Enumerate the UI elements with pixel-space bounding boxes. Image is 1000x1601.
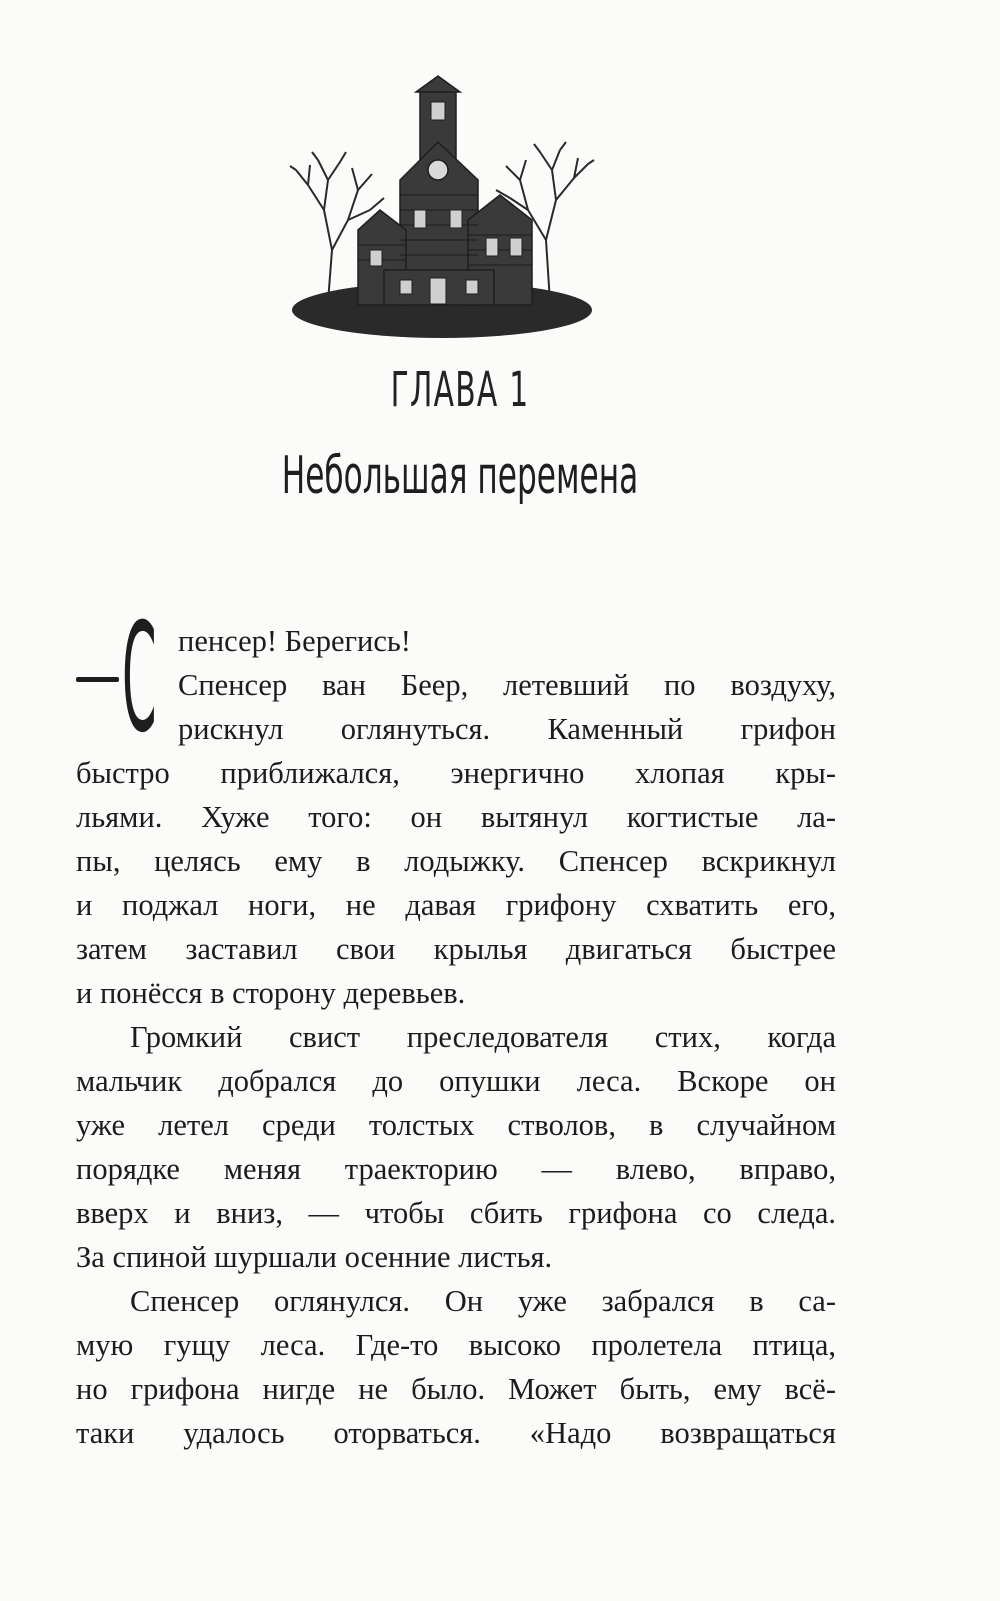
text-line: Спенсер ван Беер, летевший по воздуху, <box>178 668 836 702</box>
text-line: рискнул оглянуться. Каменный грифон <box>178 712 836 746</box>
text-line: но грифона нигде не было. Может быть, ему всё- <box>76 1372 836 1406</box>
text-line: мую гущу леса. Где-то высоко пролетела птица, <box>76 1328 836 1362</box>
text-line: За спиной шуршали осенние листья. <box>76 1240 553 1274</box>
clock-window-icon <box>428 160 448 180</box>
text-line: затем заставил свои крылья двигаться быстрее <box>76 932 836 966</box>
text-line: быстро приближался, энергично хлопая кры- <box>76 756 836 790</box>
text-line: пенсер! Берегись! <box>178 624 411 658</box>
text-line: пы, целясь ему в лодыжку. Спенсер вскрикнул <box>76 844 836 878</box>
text-line: льями. Хуже того: он вытянул когтистые ла- <box>76 800 836 834</box>
text-line: Громкий свист преследователя стих, когда <box>130 1020 836 1054</box>
text-line: вверх и вниз, — чтобы сбить грифона со следа. <box>76 1196 836 1230</box>
drop-cap-letter: С <box>122 592 157 766</box>
dialogue-dash <box>76 677 119 682</box>
chapter-number: ГЛАВА 1 <box>390 362 530 418</box>
text-line: таки удалось оторваться. «Надо возвращаться <box>76 1416 836 1450</box>
text-line: уже летел среди толстых стволов, в случайном <box>76 1108 836 1142</box>
text-line: Спенсер оглянулся. Он уже забрался в са- <box>130 1284 836 1318</box>
text-line: порядке меняя траекторию — влево, вправо, <box>76 1152 836 1186</box>
text-line: мальчик добрался до опушки леса. Вскоре он <box>76 1064 836 1098</box>
text-line: и поджал ноги, не давая грифону схватить его, <box>76 888 836 922</box>
text-line: и понёсся в сторону деревьев. <box>76 976 466 1010</box>
chapter-title: Небольшая перемена <box>281 446 639 506</box>
haunted-house-illustration-icon <box>288 70 596 340</box>
